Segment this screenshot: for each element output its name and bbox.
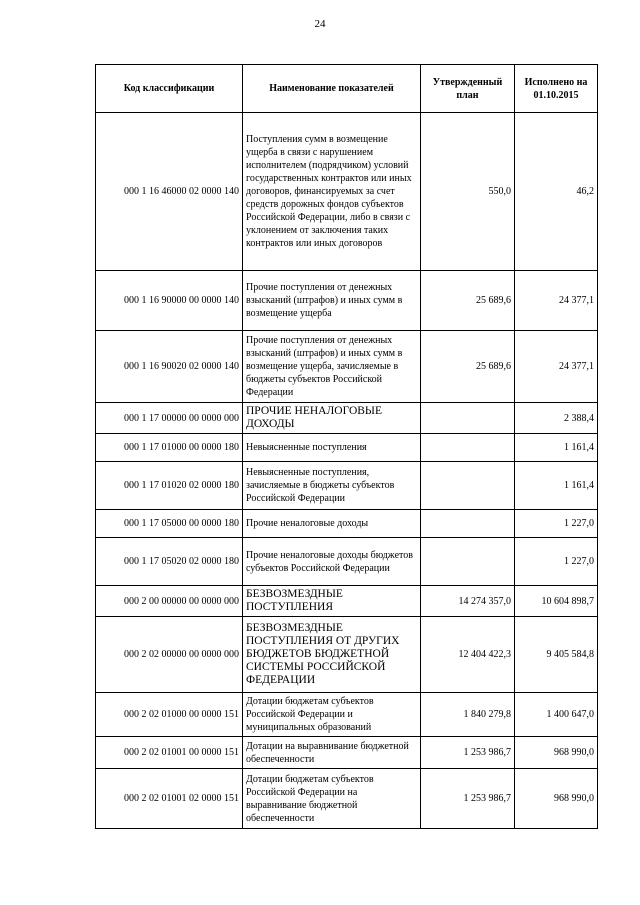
row-name: БЕЗВОЗМЕЗДНЫЕ ПОСТУПЛЕНИЯ ОТ ДРУГИХ БЮДЖЕТОВ БЮДЖЕТНОЙ СИСТЕМЫ РОССИЙСКОЙ ФЕДЕРАЦИИ [243, 617, 421, 693]
table-row [96, 769, 598, 829]
row-name: Невыясненные поступления, зачисляемые в бюджеты субъектов Российской Федерации [243, 462, 421, 510]
row-done: 968 990,0 [515, 737, 598, 769]
row-done: 24 377,1 [515, 331, 598, 403]
table-header [96, 65, 598, 113]
row-done: 1 161,4 [515, 462, 598, 510]
row-name: ПРОЧИЕ НЕНАЛОГОВЫЕ ДОХОДЫ [243, 403, 421, 434]
table-row [96, 113, 598, 271]
row-code: 000 2 02 01001 00 0000 151 [96, 737, 243, 769]
table-row [96, 510, 598, 538]
row-name: Прочие поступления от денежных взысканий (штрафов) и иных сумм в возмещение ущерба, зачисляемые в бюджеты субъектов Российской Федерации [243, 331, 421, 403]
table-row [96, 331, 598, 403]
row-plan: 1 253 986,7 [421, 769, 515, 829]
row-done: 24 377,1 [515, 271, 598, 331]
row-done: 1 227,0 [515, 538, 598, 586]
row-name: Прочие неналоговые доходы бюджетов субъектов Российской Федерации [243, 538, 421, 586]
row-done: 9 405 584,8 [515, 617, 598, 693]
row-done: 2 388,4 [515, 403, 598, 434]
row-plan [421, 462, 515, 510]
header-done: Исполнено на 01.10.2015 [515, 65, 598, 113]
row-name: Невыясненные поступления [243, 434, 421, 462]
row-name: Поступления сумм в возмещение ущерба в связи с нарушением исполнителем (подрядчиком) условий государственных контрактов или иных договоров, финансируемых за счет средств дорожных фондов субъектов Российской Федерации, либо в связи с уклонением от заключения таких контрактов или иных договоров [243, 113, 421, 271]
table-row [96, 693, 598, 737]
header-code: Код классификации [96, 65, 243, 113]
table-row [96, 737, 598, 769]
row-plan [421, 434, 515, 462]
row-code: 000 2 00 00000 00 0000 000 [96, 586, 243, 617]
table-body [96, 113, 598, 829]
row-done: 968 990,0 [515, 769, 598, 829]
row-plan [421, 510, 515, 538]
header-plan: Утвержденный план [421, 65, 515, 113]
row-code: 000 2 02 00000 00 0000 000 [96, 617, 243, 693]
row-code: 000 1 16 90000 00 0000 140 [96, 271, 243, 331]
table-row [96, 617, 598, 693]
row-plan: 1 840 279,8 [421, 693, 515, 737]
row-code: 000 2 02 01001 02 0000 151 [96, 769, 243, 829]
row-code: 000 1 16 90020 02 0000 140 [96, 331, 243, 403]
row-name: Прочие неналоговые доходы [243, 510, 421, 538]
row-name: Дотации бюджетам субъектов Российской Федерации на выравнивание бюджетной обеспеченности [243, 769, 421, 829]
row-code: 000 1 17 01000 00 0000 180 [96, 434, 243, 462]
row-code: 000 1 17 00000 00 0000 000 [96, 403, 243, 434]
row-plan: 25 689,6 [421, 271, 515, 331]
table-row [96, 271, 598, 331]
row-done: 46,2 [515, 113, 598, 271]
row-name: Прочие поступления от денежных взысканий (штрафов) и иных сумм в возмещение ущерба [243, 271, 421, 331]
row-plan: 550,0 [421, 113, 515, 271]
row-code: 000 1 16 46000 02 0000 140 [96, 113, 243, 271]
header-row [96, 65, 598, 113]
row-plan: 12 404 422,3 [421, 617, 515, 693]
row-plan [421, 538, 515, 586]
row-name: Дотации на выравнивание бюджетной обеспеченности [243, 737, 421, 769]
row-name: БЕЗВОЗМЕЗДНЫЕ ПОСТУПЛЕНИЯ [243, 586, 421, 617]
row-plan: 14 274 357,0 [421, 586, 515, 617]
row-code: 000 1 17 05020 02 0000 180 [96, 538, 243, 586]
row-code: 000 1 17 01020 02 0000 180 [96, 462, 243, 510]
table-row [96, 462, 598, 510]
row-code: 000 1 17 05000 00 0000 180 [96, 510, 243, 538]
page-number: 24 [314, 18, 326, 30]
row-done: 1 161,4 [515, 434, 598, 462]
budget-table [95, 64, 598, 829]
row-plan [421, 403, 515, 434]
row-plan: 25 689,6 [421, 331, 515, 403]
table-row [96, 434, 598, 462]
table-row [96, 586, 598, 617]
row-done: 1 400 647,0 [515, 693, 598, 737]
row-done: 1 227,0 [515, 510, 598, 538]
table-row [96, 403, 598, 434]
row-name: Дотации бюджетам субъектов Российской Федерации и муниципальных образований [243, 693, 421, 737]
table-row [96, 538, 598, 586]
row-code: 000 2 02 01000 00 0000 151 [96, 693, 243, 737]
row-done: 10 604 898,7 [515, 586, 598, 617]
row-plan: 1 253 986,7 [421, 737, 515, 769]
header-name: Наименование показателей [243, 65, 421, 113]
